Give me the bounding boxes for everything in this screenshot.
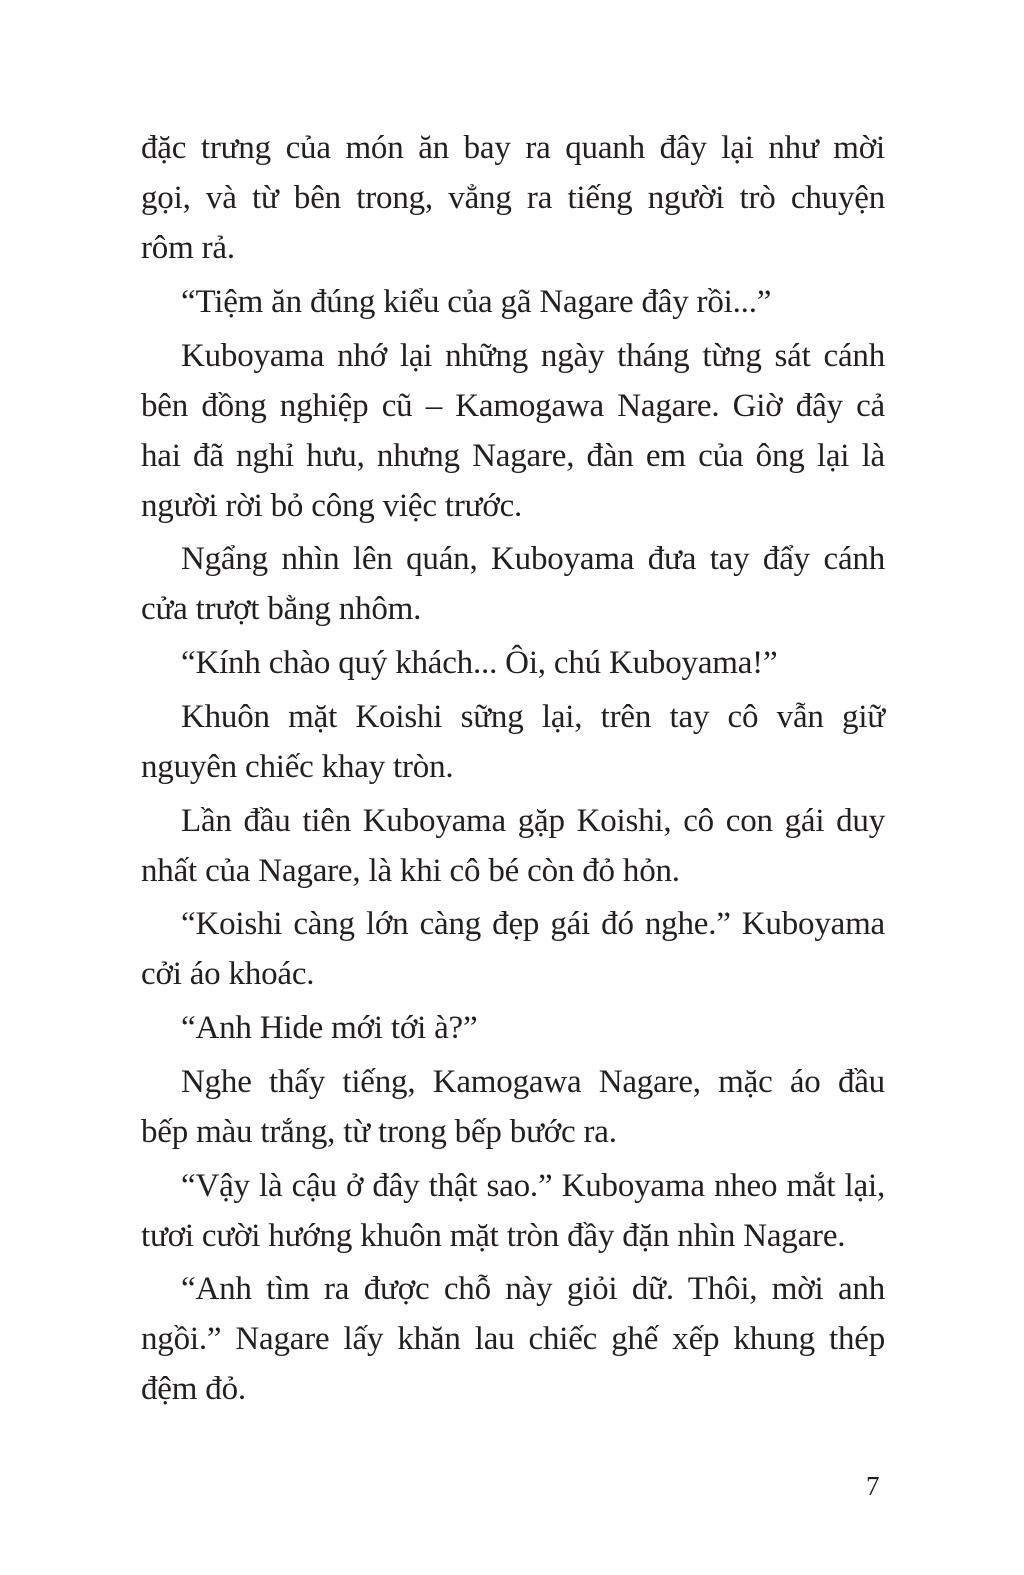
text-line: Ngẩng nhìn lên quán, Kuboyama đưa tay đẩy cánh xyxy=(181,541,885,577)
text-line: Kuboyama nhớ lại những ngày tháng từng sát cánh xyxy=(181,338,885,374)
text-line: hai đã nghỉ hưu, nhưng Nagare, đàn em của ông lại là xyxy=(141,438,885,474)
dialogue-line: “Koishi càng lớn càng đẹp gái đó nghe.” Kuboyama xyxy=(181,906,885,942)
dialogue-line: “Tiệm ăn đúng kiểu của gã Nagare đây rồi...” xyxy=(181,284,772,320)
text-line: cởi áo khoác. xyxy=(141,956,315,992)
text-line: đệm đỏ. xyxy=(141,1371,246,1407)
text-line: đặc trưng của món ăn bay ra quanh đây lại như mời xyxy=(141,130,885,166)
text-line: tươi cười hướng khuôn mặt tròn đầy đặn nhìn Nagare. xyxy=(141,1218,846,1254)
text-line: nguyên chiếc khay tròn. xyxy=(141,749,454,785)
text-line: bếp màu trắng, từ trong bếp bước ra. xyxy=(141,1114,617,1150)
dialogue-line: “Vậy là cậu ở đây thật sao.” Kuboyama nheo mắt lại, xyxy=(181,1168,885,1204)
text-line: cửa trượt bằng nhôm. xyxy=(141,591,422,627)
text-line: gọi, và từ bên trong, vẳng ra tiếng người trò chuyện xyxy=(141,180,885,216)
dialogue-line: “Anh tìm ra được chỗ này giỏi dữ. Thôi, mời anh xyxy=(181,1271,885,1307)
text-line: Nghe thấy tiếng, Kamogawa Nagare, mặc áo đầu xyxy=(181,1064,885,1100)
text-line: người rời bỏ công việc trước. xyxy=(141,488,523,524)
dialogue-line: “Anh Hide mới tới à?” xyxy=(181,1010,478,1046)
text-line: nhất của Nagare, là khi cô bé còn đỏ hỏn. xyxy=(141,853,680,889)
text-line: ngồi.” Nagare lấy khăn lau chiếc ghế xếp khung thép xyxy=(141,1321,885,1357)
text-line: rôm rả. xyxy=(141,230,235,266)
text-line: bên đồng nghiệp cũ – Kamogawa Nagare. Giờ đây cả xyxy=(141,388,885,424)
dialogue-line: “Kính chào quý khách... Ôi, chú Kuboyama!” xyxy=(181,645,778,681)
text-line: Lần đầu tiên Kuboyama gặp Koishi, cô con gái duy xyxy=(181,803,885,839)
text-line: Khuôn mặt Koishi sững lại, trên tay cô vẫn giữ xyxy=(181,699,885,735)
page-number: 7 xyxy=(866,1471,880,1501)
